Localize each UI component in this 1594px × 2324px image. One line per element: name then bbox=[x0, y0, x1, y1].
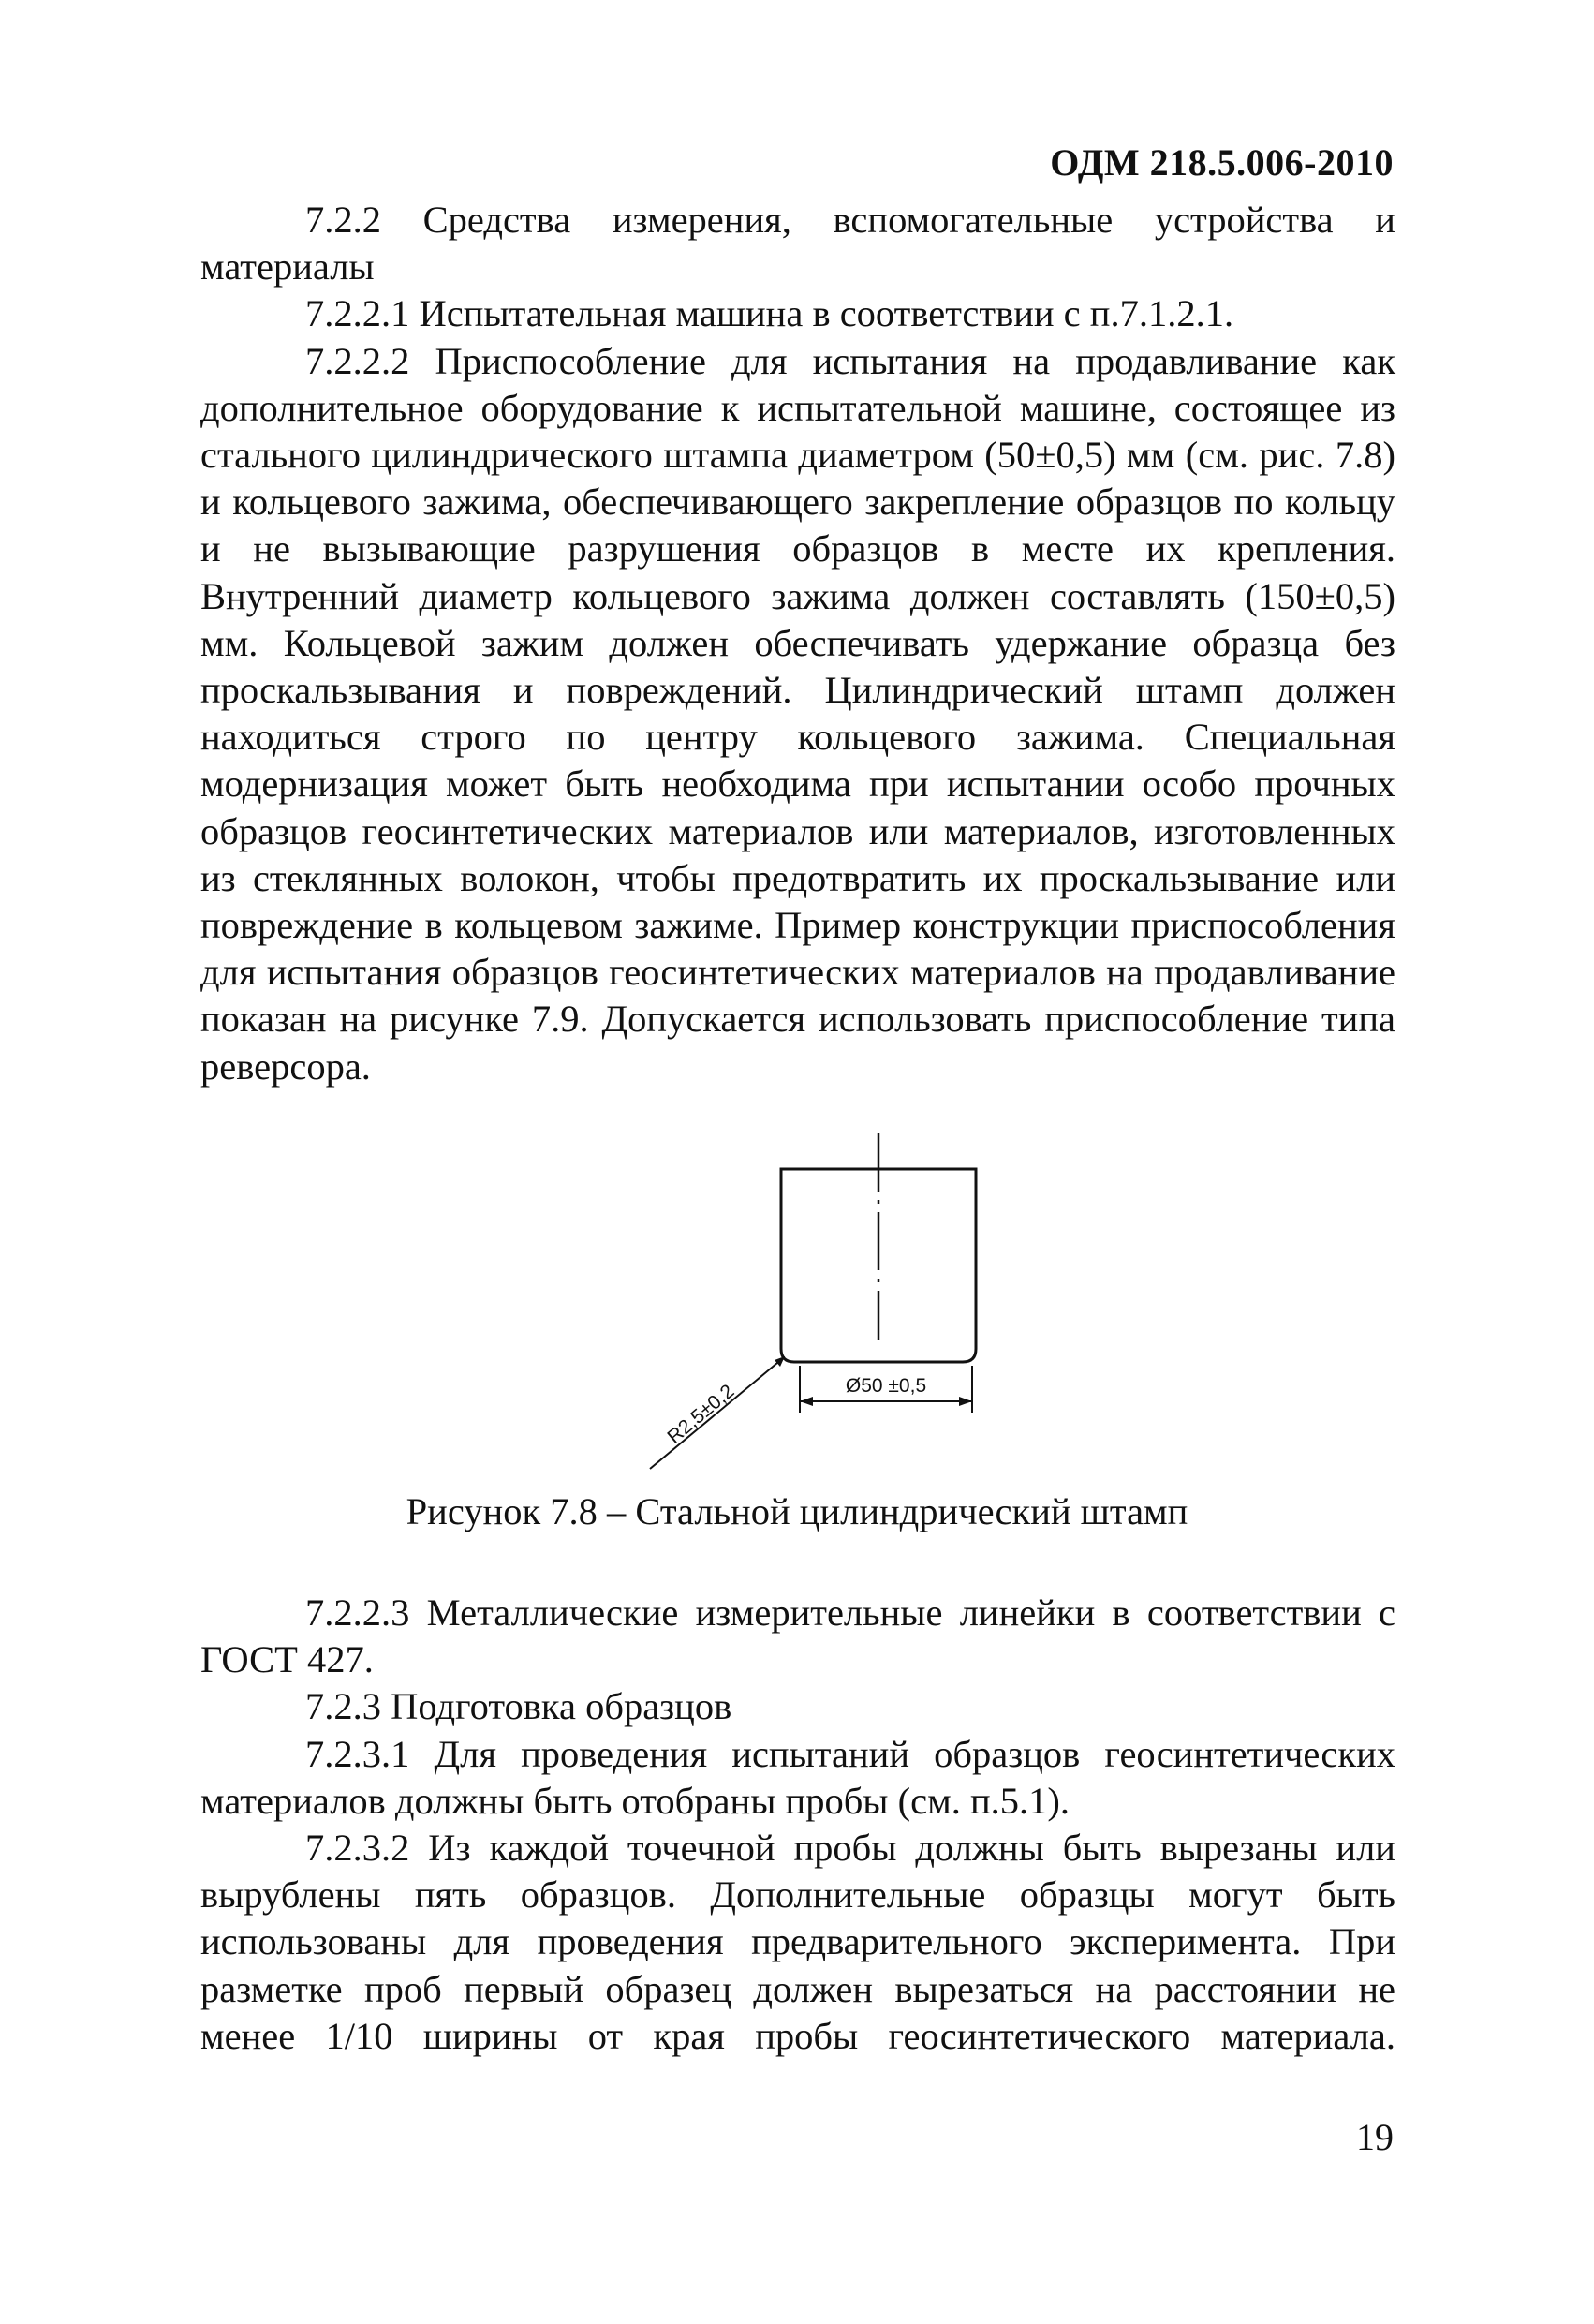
paragraph-7-2-3-2: 7.2.3.2 Из каждой точечной пробы должны быть вырезаны или вырублены пять образцов. Дополнительные образцы могут быть использованы для проведения предварительного эксперимента. При разметке проб первый образец должен вырезаться на расстоянии не менее 1/10 ширины от края пробы геосинтетического материала. bbox=[200, 1827, 1395, 2057]
diameter-label: Ø50 ±0,5 bbox=[845, 1375, 927, 1397]
page-number: 19 bbox=[1356, 2116, 1394, 2158]
dimension-arrow-left bbox=[800, 1397, 813, 1406]
text-block-bottom bbox=[200, 1590, 1395, 2060]
document-code-header: ОДМ 218.5.006-2010 bbox=[1050, 141, 1394, 184]
cylindrical-punch-drawing bbox=[200, 1115, 1395, 1480]
radius-label: R2,5±0,2 bbox=[663, 1380, 739, 1448]
paragraph-7-2-2-3: 7.2.2.3 Металлические измерительные линейки в соответствии с ГОСТ 427. bbox=[200, 1591, 1395, 1681]
dimension-arrow-right bbox=[959, 1397, 972, 1406]
paragraph-7-2-3: 7.2.3 Подготовка образцов bbox=[305, 1685, 732, 1728]
text-block-top bbox=[200, 197, 1395, 1090]
figure-caption: Рисунок 7.8 – Стальной цилиндрический штамп bbox=[406, 1490, 1188, 1532]
paragraph-7-2-2: 7.2.2 Средства измерения, вспомогательные устройства и материалы bbox=[200, 199, 1395, 289]
paragraph-7-2-2-1: 7.2.2.1 Испытательная машина в соответствии с п.7.1.2.1. bbox=[305, 292, 1234, 335]
paragraph-7-2-2-2: 7.2.2.2 Приспособление для испытания на продавливание как дополнительное оборудование к испытательной машине, состоящее из стального цилиндрического штампа диаметром (50±0,5) мм (см. рис. 7.8) и кольцевого зажима, обеспечивающего закрепление образцов по кольцу и не вызывающие разрушения образцов в месте их крепления. Внутренний диаметр кольцевого зажима должен составлять (150±0,5) мм. Кольцевой зажим должен обеспечивать удержание образца без проскальзывания и повреждений. Цилиндрический штамп должен находиться строго по центру кольцевого зажима. Специальная модернизация может быть необходима при испытании особо прочных образцов геосинтетических материалов или материалов, изготовленных из стеклянных волокон, чтобы предотвратить их проскальзывание или повреждение в кольцевом зажиме. Пример конструкции приспособления для испытания образцов геосинтетических материалов на продавливание показан на рисунке 7.9. Допускается использовать приспособление типа реверсора. bbox=[200, 339, 1395, 1088]
paragraph-7-2-3-1: 7.2.3.1 Для проведения испытаний образцов геосинтетических материалов должны быть отобраны пробы (см. п.5.1). bbox=[200, 1732, 1395, 1822]
